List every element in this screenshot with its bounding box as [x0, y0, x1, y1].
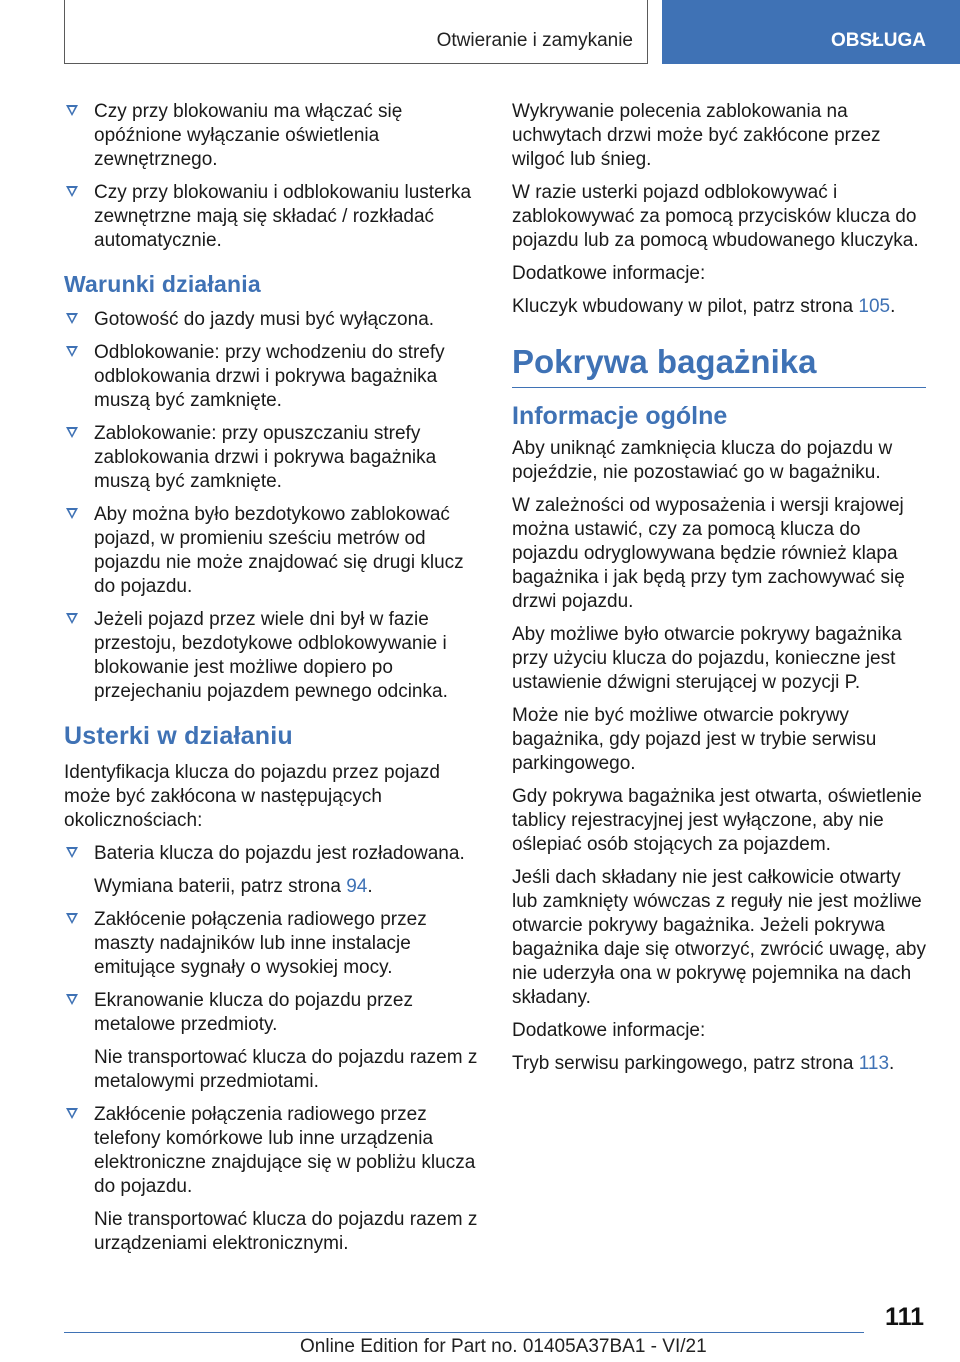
list-item-text: Czy przy blokowaniu ma włączać się opóźnione wyłączanie oświetlenia zewnętrznego. — [94, 101, 403, 170]
page-number: 111 — [885, 1303, 924, 1331]
info-heading: Informacje ogólne — [512, 402, 728, 430]
list-item-text: Gotowość do jazdy musi być wyłączona. — [94, 309, 435, 330]
triangle-bullet-icon — [66, 186, 78, 197]
list-item-text: Bateria klucza do pojazdu jest rozładowana. — [94, 843, 465, 864]
paragraph-text: Kluczyk wbudowany w pilot, patrz strona — [512, 296, 859, 317]
list-item-text: Zakłócenie połączenia radiowego przez maszty nadajników lub inne instalacje emitujące sygnały o wysokiej mocy. — [94, 909, 427, 978]
page-link-105[interactable]: 105 — [858, 296, 891, 317]
header-tab[interactable] — [662, 0, 960, 64]
header-section-title: Otwieranie i zamykanie — [436, 30, 633, 51]
triangle-bullet-icon — [66, 1108, 78, 1119]
paragraph: W zależności od wyposażenia i wersji krajowej można ustawić, czy za pomocą klucza do pojazdu odryglowywana będzie również klapa bagażnika i jak będą przy tym zachowywać się drzwi pojazdu. — [512, 495, 905, 612]
list-item-text: Jeżeli pojazd przez wiele dni był w fazie przestoju, bezdotykowe odblokowywanie i blokowanie jest możliwe dopiero po przejechaniu pojazdem pewnego odcinka. — [94, 609, 448, 702]
triangle-bullet-icon — [66, 427, 78, 438]
triangle-bullet-icon — [66, 105, 78, 116]
faults-intro: Identyfikacja klucza do pojazdu przez pojazd może być zakłócona w następujących okolicznościach: — [64, 762, 441, 831]
list-item — [64, 608, 478, 704]
list-item-text: Ekranowanie klucza do pojazdu przez metalowe przedmioty. — [94, 990, 413, 1035]
list-item — [64, 181, 478, 253]
paragraph-text: Tryb serwisu parkingowego, patrz strona — [512, 1053, 859, 1074]
list-item — [64, 100, 478, 172]
triangle-bullet-icon — [66, 346, 78, 357]
list-item — [64, 308, 478, 332]
page-link-113[interactable]: 113 — [858, 1053, 890, 1074]
right-column — [512, 100, 926, 1085]
paragraph: Jeśli dach składany nie jest całkowicie otwarty lub zamknięty wówczas z reguły nie jest możliwe otwarcie pokrywy bagażnika. Jeżeli pokrywa bagażnika daje się otworzyć, zwrócić uwagę, aby nie uderzyła ona w pokrywę pojemnika na dach składany. — [512, 867, 926, 1008]
conditions-heading: Warunki działania — [64, 271, 261, 297]
paragraph: Dodatkowe informacje: — [512, 1020, 706, 1041]
list-item-text: Aby można było bezdotykowo zablokować pojazd, w promieniu sześciu metrów od pojazdu nie może znajdować się drugi klucz do pojazdu. — [94, 504, 464, 597]
list-item — [64, 503, 478, 599]
footer-divider — [64, 1332, 864, 1333]
section-heading: Pokrywa bagażnika — [512, 343, 926, 388]
paragraph: Wykrywanie polecenia zablokowania na uchwytach drzwi może być zakłócone przez wilgoć lub śnieg. — [512, 101, 881, 170]
list-item-text: Zablokowanie: przy opuszczaniu strefy zablokowania drzwi i pokrywa bagażnika muszą być zamknięte. — [94, 423, 437, 492]
list-item — [64, 908, 478, 980]
paragraph: Może nie być możliwe otwarcie pokrywy bagażnika, gdy pojazd jest w trybie serwisu parkingowego. — [512, 705, 877, 774]
list-item-text: Odblokowanie: przy wchodzeniu do strefy odblokowania drzwi i pokrywa bagażnika muszą być zamknięte. — [94, 342, 445, 411]
paragraph: Tryb serwisu parkingowego, patrz strona 113. — [512, 1053, 895, 1074]
triangle-bullet-icon — [66, 847, 78, 858]
paragraph: Gdy pokrywa bagażnika jest otwarta, oświetlenie tablicy rejestracyjnej jest wyłączone, aby nie oślepiać osób stojących za pojazdem. — [512, 786, 922, 855]
list-item — [64, 1103, 478, 1199]
header-tab-label: OBSŁUGA — [831, 30, 926, 51]
triangle-bullet-icon — [66, 508, 78, 519]
paragraph: Aby uniknąć zamknięcia klucza do pojazdu w pojeździe, nie pozostawiać go w bagażniku. — [512, 438, 893, 483]
faults-heading: Usterki w działaniu — [64, 722, 293, 750]
triangle-bullet-icon — [66, 994, 78, 1005]
paragraph: Kluczyk wbudowany w pilot, patrz strona 105. — [512, 296, 896, 317]
fault-3-note: Nie transportować klucza do pojazdu razem z metalowymi przedmiotami. — [94, 1047, 478, 1092]
page-link-94[interactable]: 94 — [346, 876, 368, 897]
triangle-bullet-icon — [66, 313, 78, 324]
fault-1-note: Wymiana baterii, patrz strona 94. — [94, 876, 373, 897]
header-box — [64, 0, 648, 64]
paragraph: W razie usterki pojazd odblokowywać i zablokowywać za pomocą przycisków klucza do pojazdu lub za pomocą wbudowanego kluczyka. — [512, 182, 919, 251]
fault-4-note: Nie transportować klucza do pojazdu razem z urządzeniami elektronicznymi. — [94, 1209, 478, 1254]
list-item — [64, 422, 478, 494]
paragraph: Dodatkowe informacje: — [512, 263, 706, 284]
list-item — [64, 341, 478, 413]
left-column — [64, 100, 478, 1265]
list-item — [64, 842, 478, 866]
list-item — [64, 989, 478, 1037]
paragraph: Aby możliwe było otwarcie pokrywy bagażnika przy użyciu klucza do pojazdu, konieczne jest ustawienie dźwigni sterującej w pozycji P. — [512, 624, 902, 693]
triangle-bullet-icon — [66, 913, 78, 924]
fault-1-note-text: Wymiana baterii, patrz strona — [94, 876, 347, 897]
list-item-text: Czy przy blokowaniu i odblokowaniu lusterka zewnętrzne mają się składać / rozkładać automatycznie. — [94, 182, 472, 251]
list-item-text: Zakłócenie połączenia radiowego przez telefony komórkowe lub inne urządzenia elektroniczne znajdujące się w pobliżu klucza do pojazdu. — [94, 1104, 476, 1197]
footer-edition-text: Online Edition for Part no. 01405A37BA1 - VI/21 — [300, 1336, 707, 1357]
triangle-bullet-icon — [66, 613, 78, 624]
